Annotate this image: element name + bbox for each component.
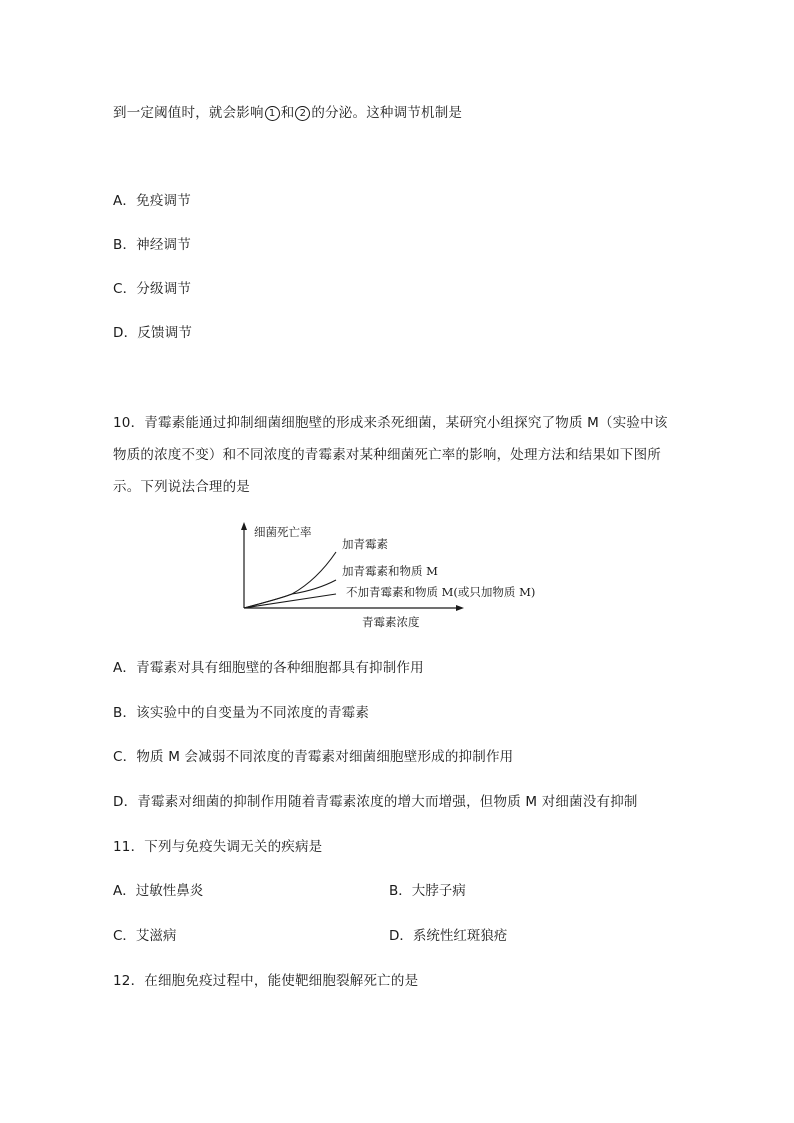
- series-line-penicillin: [244, 552, 336, 608]
- intro-text-before: 到一定阈值时，就会影响: [113, 105, 264, 121]
- q10-stem-line-1: 10．青霉素能通过抑制细菌细胞壁的形成来杀死细菌，某研究小组探究了物质 M（实验中该: [113, 415, 668, 431]
- intro-text-middle: 和: [280, 105, 295, 121]
- q10-stem-line-3: 示。下列说法合理的是: [113, 479, 250, 495]
- q9-option-c: C．分级调节: [113, 281, 192, 297]
- circled-number-1: 1: [265, 106, 280, 121]
- x-axis-label: 青霉素浓度: [362, 615, 420, 629]
- series-label-penicillin: 加青霉素: [342, 537, 388, 551]
- series-label-penicillin-and-m: 加青霉素和物质 M: [342, 564, 438, 578]
- circled-number-2: 2: [295, 106, 310, 121]
- series-line-penicillin-and-m: [244, 580, 336, 608]
- q12-stem: 12．在细胞免疫过程中，能使靶细胞裂解死亡的是: [113, 973, 419, 989]
- q10-figure: [232, 520, 572, 632]
- y-axis-label: 细菌死亡率: [254, 525, 312, 539]
- q10-stem-line-2: 物质的浓度不变）和不同浓度的青霉素对某种细菌死亡率的影响，处理方法和结果如下图所: [113, 447, 661, 463]
- q11-option-d: D．系统性红斑狼疮: [389, 928, 508, 944]
- q9-option-a: A．免疫调节: [113, 193, 191, 209]
- intro-text-after: 的分泌。这种调节机制是: [311, 105, 463, 121]
- q11-stem: 11．下列与免疫失调无关的疾病是: [113, 839, 323, 855]
- q11-option-c: C．艾滋病: [113, 928, 177, 944]
- q10-option-a: A．青霉素对具有细胞壁的各种细胞都具有抑制作用: [113, 660, 424, 676]
- x-axis-arrow: [456, 605, 464, 611]
- q10-option-c: C．物质 M 会减弱不同浓度的青霉素对细菌细胞壁形成的抑制作用: [113, 749, 514, 765]
- q11-option-a: A．过敏性鼻炎: [113, 883, 204, 899]
- q10-option-b: B．该实验中的自变量为不同浓度的青霉素: [113, 705, 370, 721]
- series-label-no-penicillin: 不加青霉素和物质 M(或只加物质 M): [346, 585, 536, 599]
- q10-option-d: D．青霉素对细菌的抑制作用随着青霉素浓度的增大而增强，但物质 M 对细菌没有抑制: [113, 794, 638, 810]
- q11-option-b: B．大脖子病: [389, 883, 466, 899]
- q9-option-b: B．神经调节: [113, 237, 191, 253]
- q9-option-d: D．反馈调节: [113, 325, 193, 341]
- y-axis-arrow: [241, 522, 247, 530]
- intro-line: [113, 103, 462, 123]
- series-line-no-penicillin: [244, 594, 336, 608]
